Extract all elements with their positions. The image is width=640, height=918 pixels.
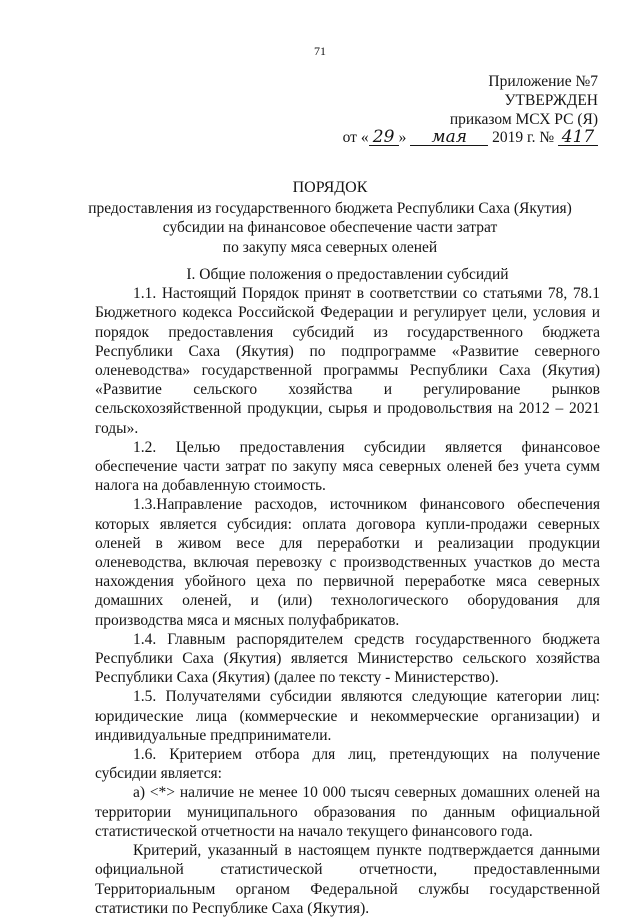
title-line-1: предоставления из государственного бюджета Республики Саха (Якутия) <box>88 199 572 217</box>
paragraph-1-6-criterion: Критерий, указанный в настоящем пункте подтверждается данными официальной статистической отчетности, предоставленными Территориальным органом Федеральной службы государственной статистики по Республике Саха (Якутия). <box>95 842 600 917</box>
date-month: мая <box>410 129 488 146</box>
date-day: 29 <box>369 129 399 146</box>
approved-label: УТВЕРЖДЕН <box>504 92 598 109</box>
paragraph-1-3: 1.3.Направление расходов, источником финансового обеспечения которых является субсидия: оплата договора купли-продажи северных оленей в живом весе для переработки и реализации продукции оленеводства, включая перевозку с производственных участков до места нахождения убойного цеха по первичной переработке мяса северных домашних оленей, и (или) технологического оборудования для производства мяса и мясных полуфабрикатов. <box>95 496 600 629</box>
order-number: 417 <box>558 129 598 146</box>
order-issuer: приказом МСХ РС (Я) <box>449 111 598 128</box>
document-body <box>95 265 600 918</box>
paragraph-1-4: 1.4. Главным распорядителем средств государственного бюджета Республики Саха (Якутия) является Министерство сельского хозяйства Республики Саха (Якутия) (далее по тексту - Министерство). <box>95 630 600 687</box>
section-heading: I. Общие положения о предоставлении субсидий <box>186 266 509 283</box>
page-number: 71 <box>314 44 326 58</box>
title-line-3: по закупу мяса северных оленей <box>222 238 438 256</box>
document-title <box>60 178 600 257</box>
date-prefix: от « <box>342 129 369 146</box>
date-mid: » <box>398 129 407 146</box>
paragraph-1-6-a: а) <*> наличие не менее 10 000 тысяч северных домашних оленей на территории муниципального образования по данным официальной статистической отчетности на начало текущего финансового года. <box>95 784 600 840</box>
paragraph-1-6: 1.6. Критерием отбора для лиц, претендующих на получение субсидии является: <box>95 746 600 783</box>
approval-stamp-block <box>450 72 598 129</box>
paragraph-1-5: 1.5. Получателями субсидии являются следующие категории лиц: юридические лица (коммерческие и некоммерческие организации) и индивидуальные предприниматели. <box>95 688 600 744</box>
paragraph-1-1: 1.1. Настоящий Порядок принят в соответствии со статьями 78, 78.1 Бюджетного кодекса Российской Федерации и регулирует цели, условия и порядок предоставления субсидий из государственного бюджета Республики Саха (Якутия) по подпрограмме «Развитие северного оленеводства» государственной программы Республики Саха (Якутия) «Развитие сельского хозяйства и регулирование рынков сельскохозяйственной продукции, сырья и продовольствия на 2012 – 2021 годы». <box>95 285 600 437</box>
date-year: 2019 г. № <box>492 129 555 146</box>
paragraph-1-2: 1.2. Целью предоставления субсидии является финансовое обеспечение части затрат по закупу мяса северных оленей без учета сумм налога на добавленную стоимость. <box>95 438 600 495</box>
appendix-label: Приложение №7 <box>488 73 598 90</box>
title-line-2: субсидии на финансовое обеспечение части затрат <box>162 219 498 236</box>
order-date-line <box>343 129 598 147</box>
title-main: ПОРЯДОК <box>292 179 368 196</box>
